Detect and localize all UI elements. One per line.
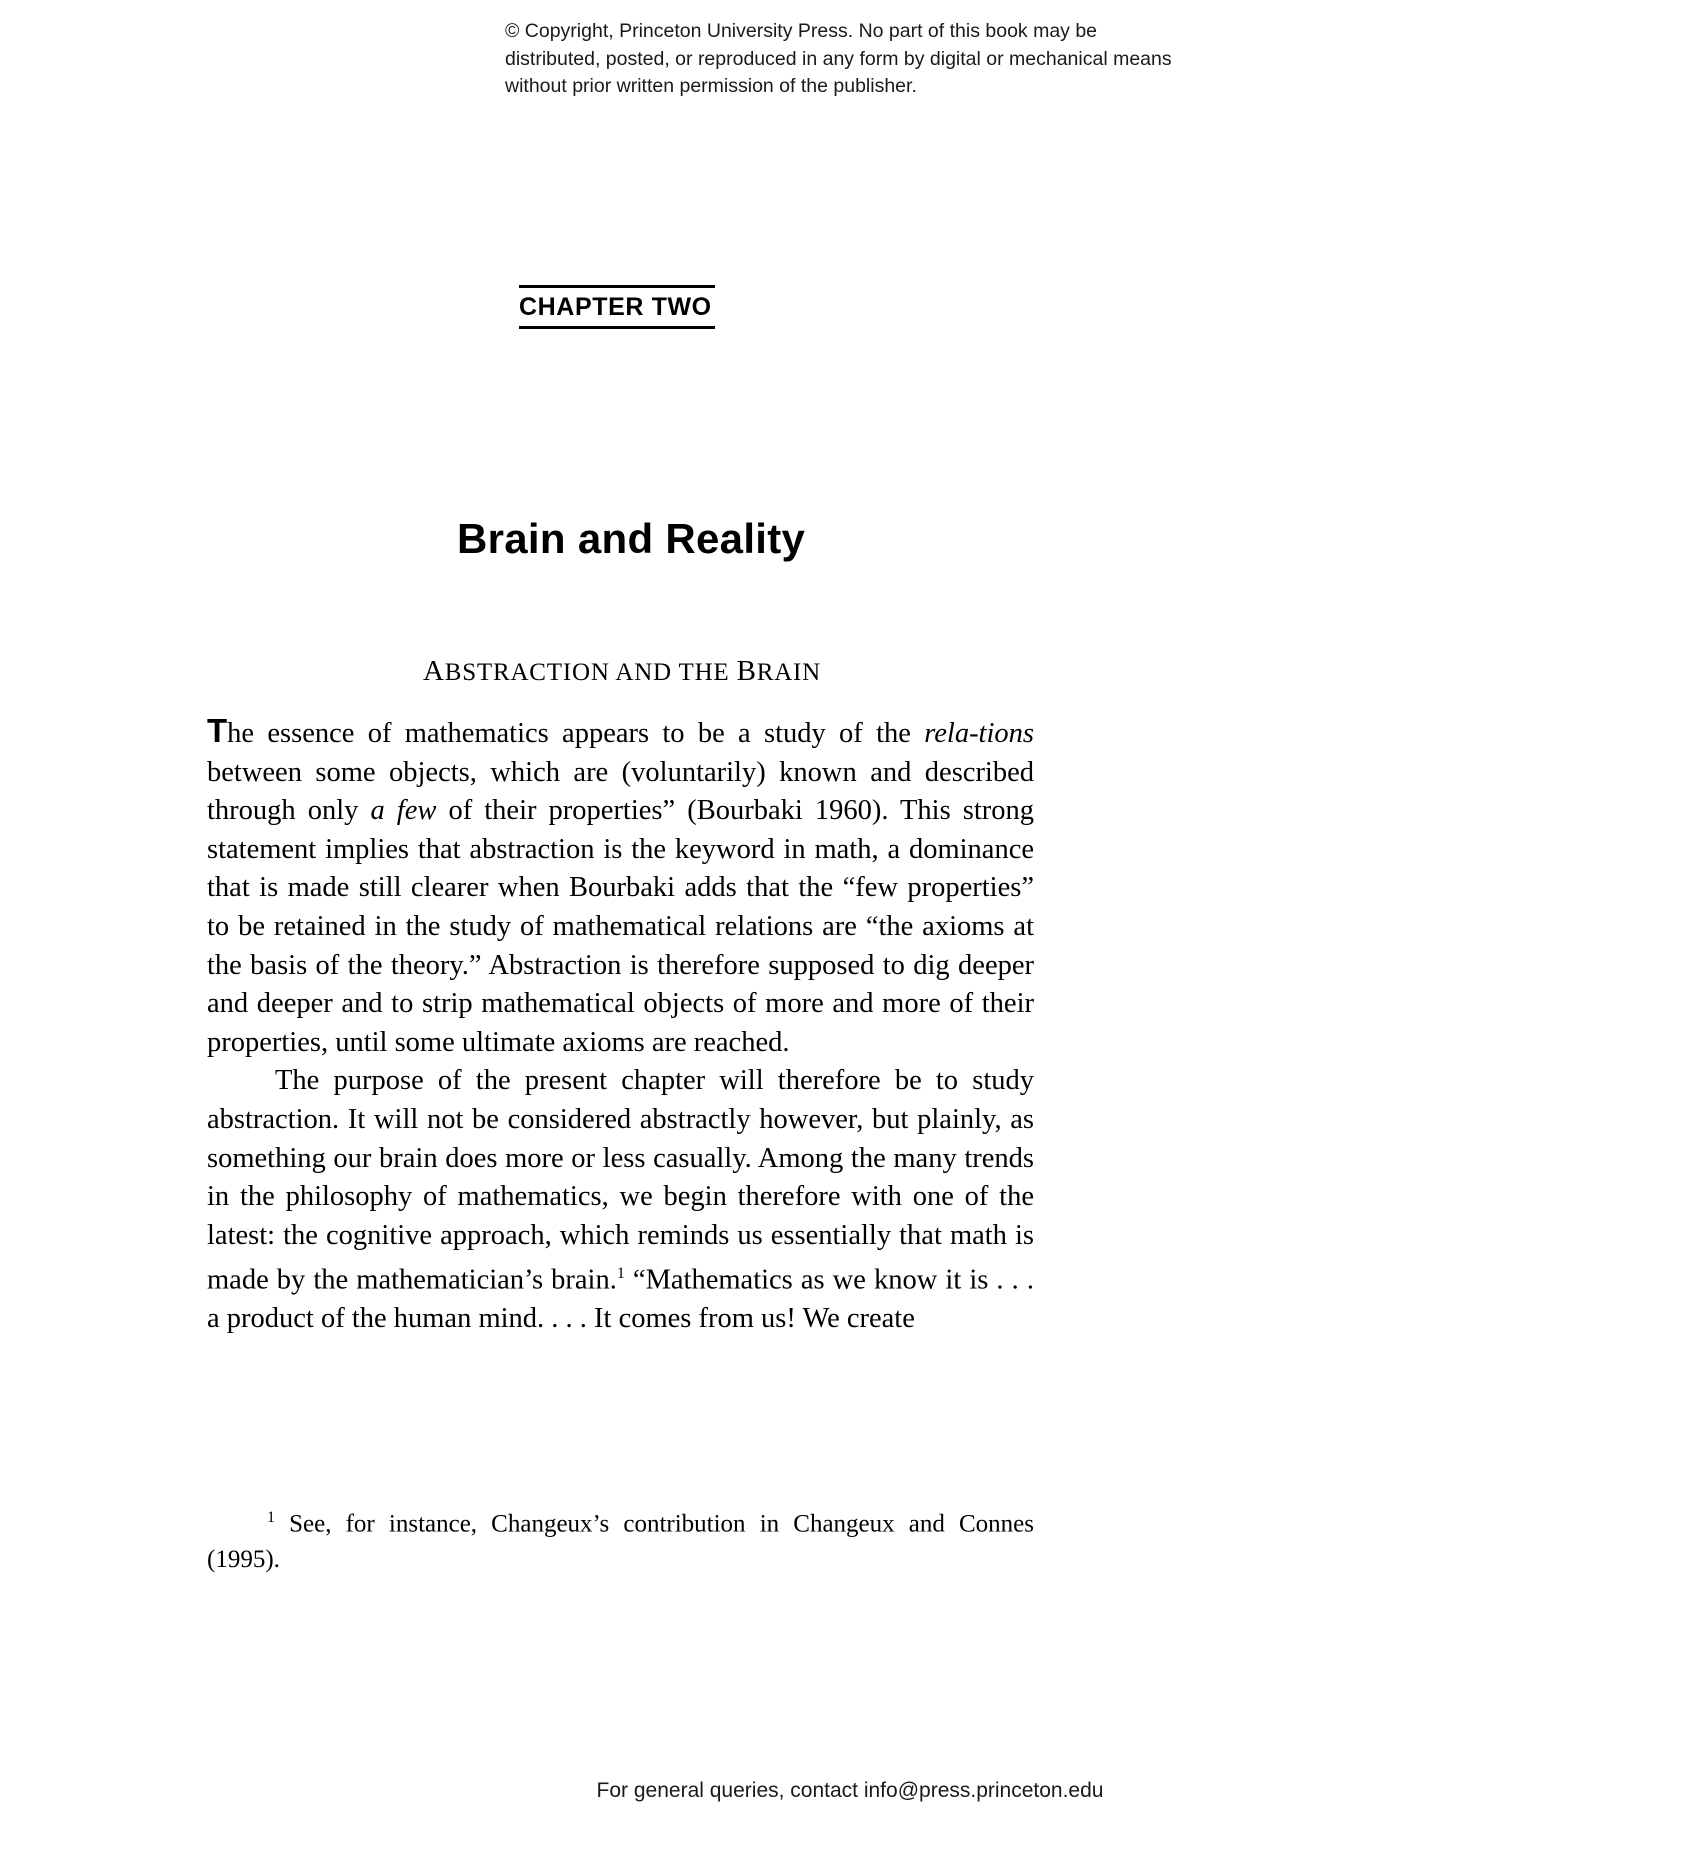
footnote-text: See, for instance, Changeux’s contribution in Changeux and Connes (1995). bbox=[207, 1510, 1034, 1574]
drop-cap: T bbox=[207, 712, 228, 749]
paragraph-2-text: The purpose of the present chapter will therefore be to study abstraction. It will not be considered abstractly however, but plainly, as something our brain does more or less casually. Among the many trends in the philosophy of mathematics, we begin therefore with one of the latest: the cognitive approach, which reminds us essentially that math is made by the mathematician’s brain. bbox=[207, 1065, 1034, 1296]
footnote-marker: 1 bbox=[267, 1509, 275, 1526]
chapter-rule-bottom bbox=[519, 326, 715, 329]
paragraph-1 bbox=[207, 714, 1034, 1062]
footnote-block bbox=[207, 1500, 1034, 1578]
section-heading-initial-b: B bbox=[736, 655, 757, 687]
paragraph-1-part-b: between some objects, which are (voluntarily) known and described through only bbox=[207, 756, 1034, 827]
section-heading bbox=[207, 655, 1037, 688]
paragraph-1-italic-relations: rela-tions bbox=[924, 718, 1034, 749]
page-title: Brain and Reality bbox=[457, 515, 806, 563]
section-heading-tail: RAIN bbox=[756, 659, 822, 686]
footnote-reference-1[interactable]: 1 bbox=[616, 1265, 625, 1283]
section-heading-rest: BSTRACTION AND THE bbox=[444, 659, 737, 686]
paragraph-2 bbox=[207, 1062, 1034, 1339]
chapter-label-block bbox=[519, 285, 719, 329]
body-text bbox=[207, 714, 1034, 1339]
copyright-notice: © Copyright, Princeton University Press. No part of this book may be distributed, posted, or reproduced in any form by digital or mechanical means without prior written permission of the publisher. bbox=[505, 20, 1172, 98]
paragraph-1-italic-afew: a few bbox=[370, 795, 437, 827]
paragraph-1-part-c: of their properties” (Bourbaki 1960). This strong statement implies that abstraction is the keyword in math, a dominance that is made still clearer when Bourbaki adds that the “few properties” to be retained in the study of mathematical relations are “the axioms at the basis of the theory.” Abstraction is therefore supposed to dig deeper and deeper and to strip mathematical objects of more and more of their properties, until some ultimate axioms are reached. bbox=[207, 795, 1035, 1058]
section-heading-initial-a: A bbox=[422, 655, 445, 687]
page-footer: For general queries, contact info@press.princeton.edu bbox=[596, 1779, 1104, 1802]
chapter-label: CHAPTER TWO bbox=[519, 293, 712, 321]
paragraph-2-text-after: “Mathematics as we know it is . . . a product of the human mind. . . . It comes from us! We create bbox=[207, 1264, 1034, 1335]
paragraph-1-part-a: he essence of mathematics appears to be a study of the bbox=[227, 718, 925, 749]
